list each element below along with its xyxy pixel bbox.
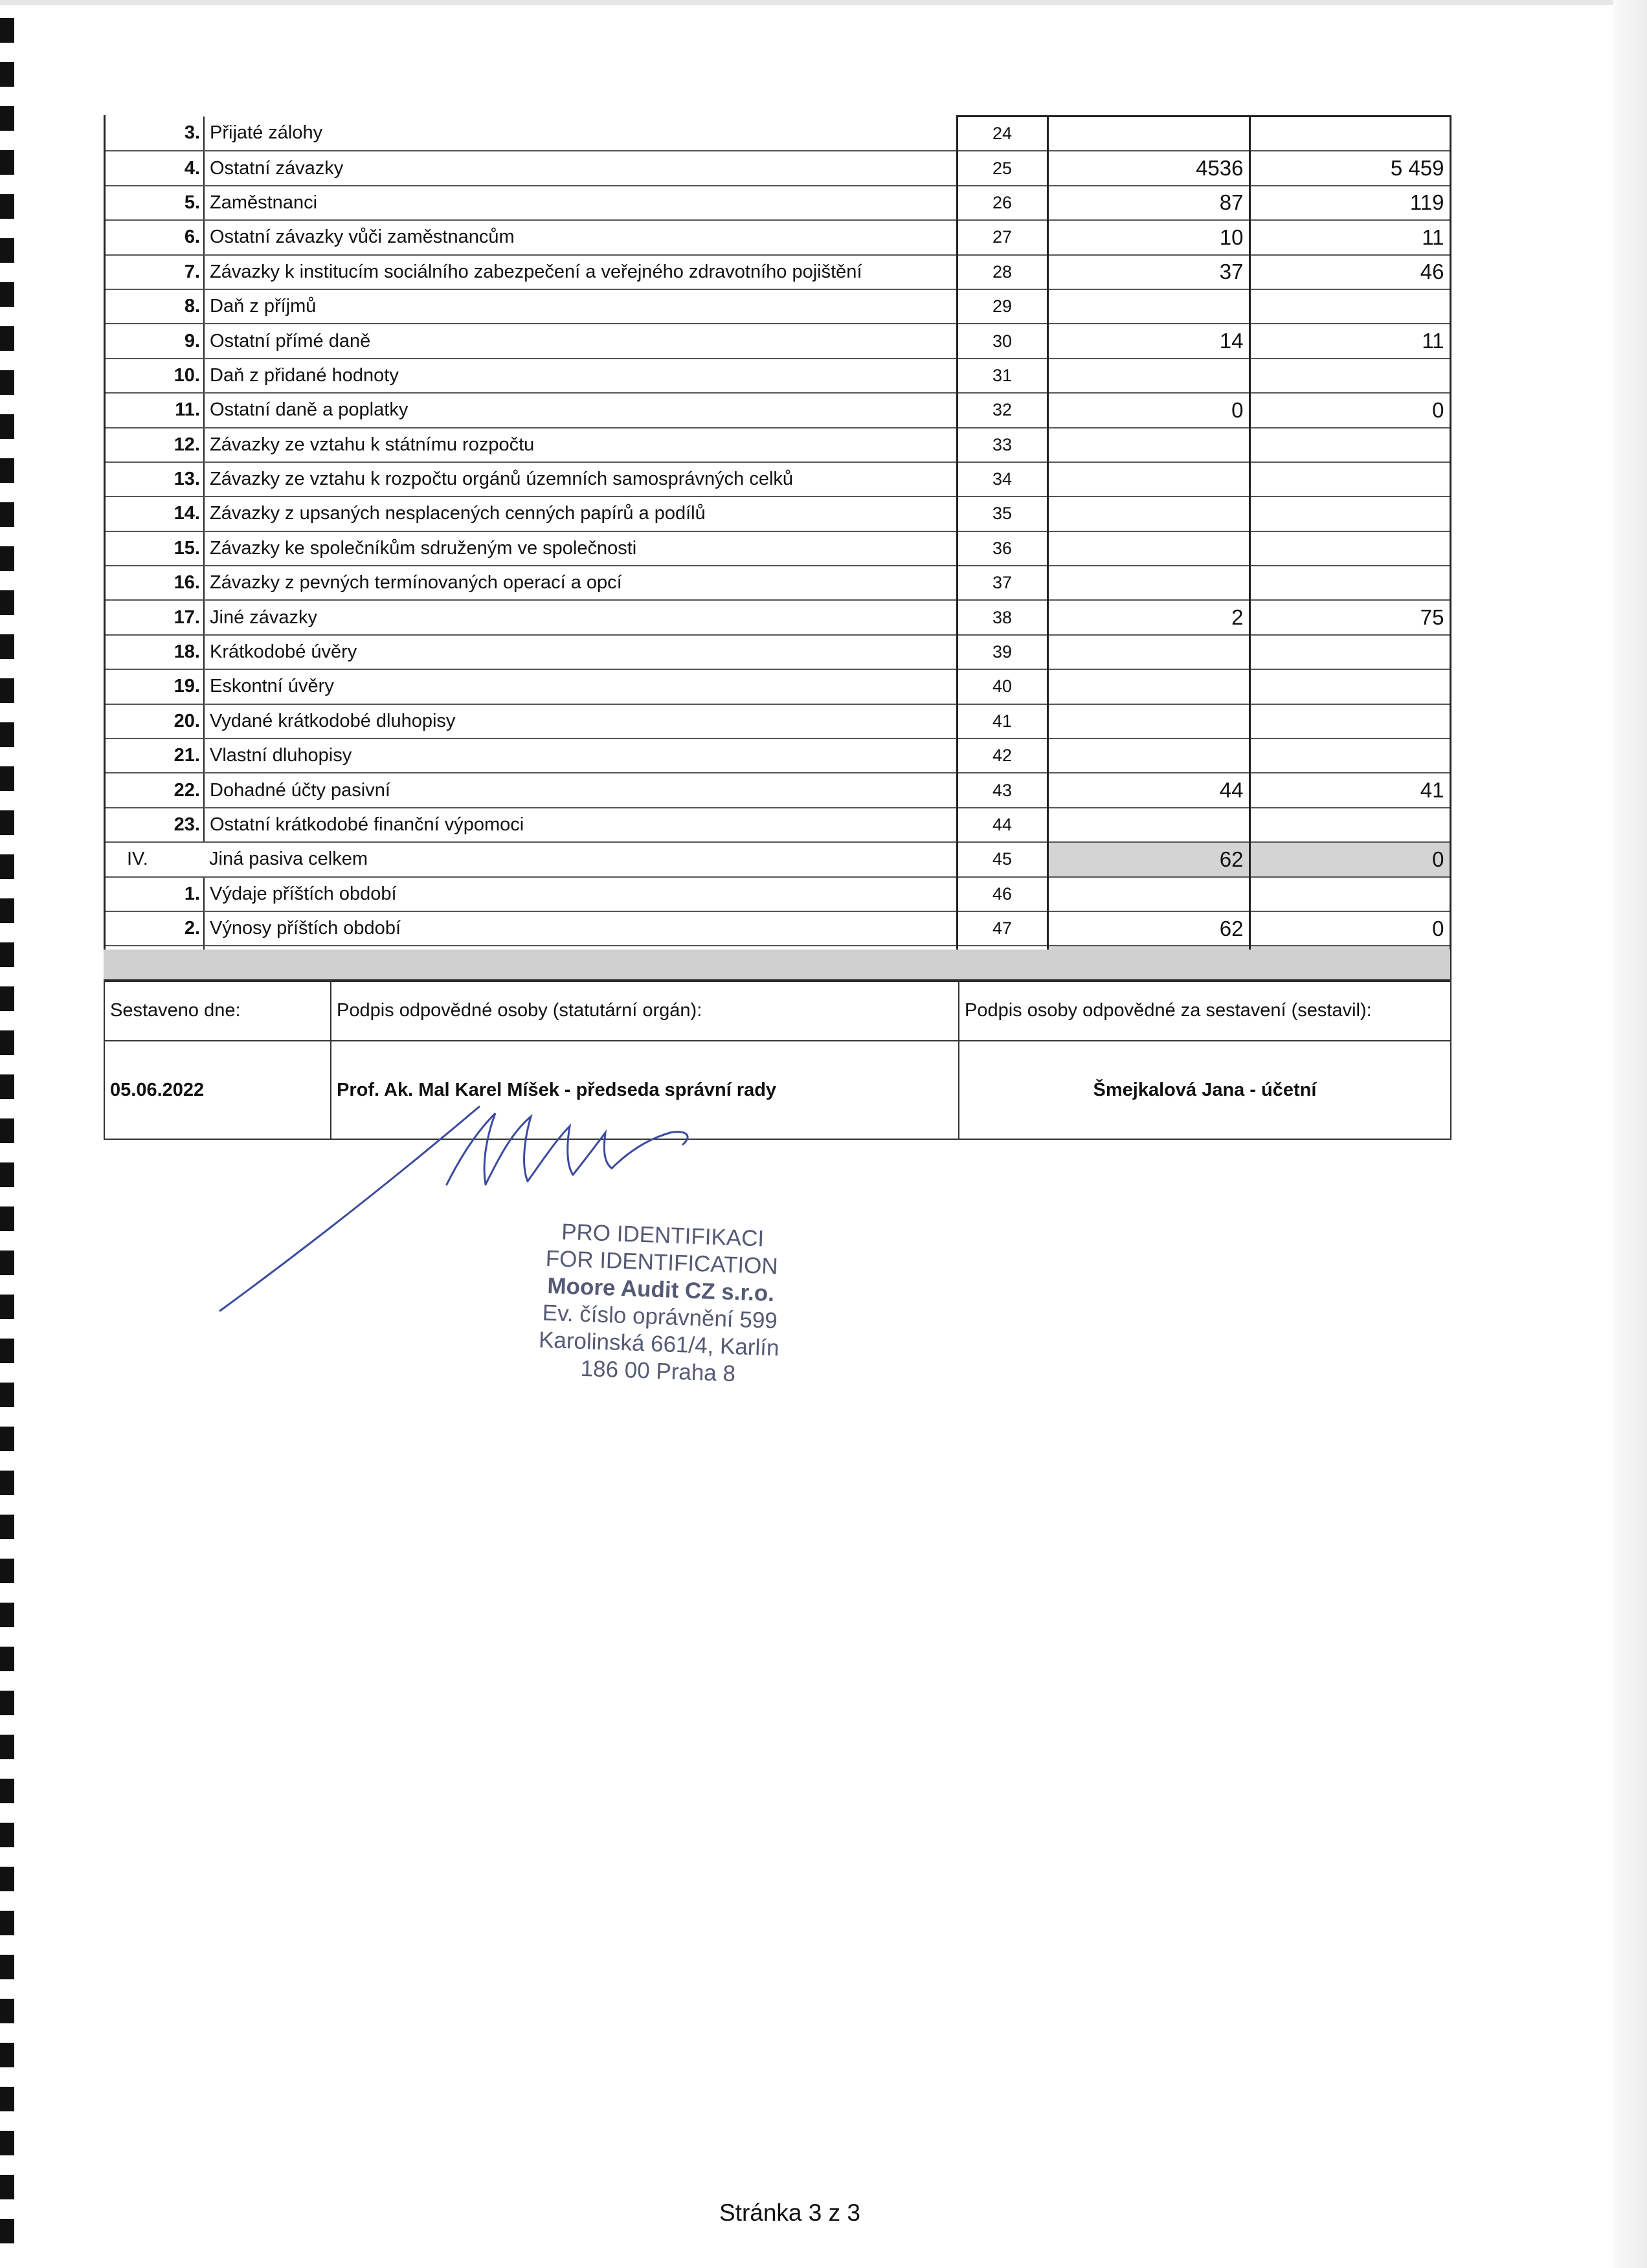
page-number: Stránka 3 z 3 — [719, 2199, 860, 2226]
row-code: 31 — [957, 359, 1048, 393]
binding-hole — [0, 62, 14, 87]
row-code: 26 — [957, 186, 1048, 220]
binding-hole — [0, 1383, 14, 1407]
row-number: 13. — [104, 462, 204, 496]
responsible-person: Prof. Ak. Mal Karel Míšek - předseda správní rady — [331, 1041, 959, 1139]
current-period-value — [1048, 428, 1249, 462]
row-label: Ostatní přímé daně — [204, 324, 957, 358]
binding-hole — [0, 2175, 14, 2199]
current-period-value: 14 — [1048, 324, 1249, 358]
table-row — [104, 808, 1450, 842]
binding-hole — [0, 1339, 14, 1363]
previous-period-value — [1249, 289, 1450, 324]
row-code: 43 — [957, 773, 1048, 807]
row-number: 10. — [104, 359, 204, 393]
row-number: 14. — [104, 496, 204, 531]
table-row — [104, 911, 1450, 946]
previous-period-value — [1249, 531, 1450, 566]
page-right-edge — [1613, 0, 1647, 2268]
previous-period-value — [1249, 496, 1450, 531]
row-code: 45 — [957, 842, 1048, 876]
binding-hole — [0, 986, 14, 1011]
row-code: 37 — [957, 566, 1048, 600]
current-period-value — [1048, 359, 1249, 393]
row-label: Dohadné účty pasivní — [204, 773, 957, 807]
previous-period-value: 0 — [1249, 393, 1450, 427]
compiler-label: Podpis osoby odpovědné za sestavení (sestavil): — [959, 980, 1451, 1041]
liabilities-body — [104, 117, 1450, 981]
current-period-value — [1048, 462, 1249, 496]
binding-holes — [0, 0, 39, 2268]
row-number: 18. — [104, 635, 204, 669]
table-row — [104, 531, 1450, 566]
row-label: Závazky z upsaných nesplacených cenných papírů a podílů — [204, 496, 957, 531]
current-period-value — [1048, 531, 1249, 566]
row-number: 23. — [104, 808, 204, 842]
previous-period-value — [1249, 462, 1450, 496]
binding-hole — [0, 1515, 14, 1539]
row-label: Daň z příjmů — [204, 289, 957, 324]
row-number: 9. — [104, 324, 204, 358]
table-row — [104, 220, 1450, 254]
previous-period-value — [1249, 704, 1450, 739]
row-label: Ostatní závazky — [204, 151, 957, 185]
row-code: 47 — [957, 911, 1048, 946]
previous-period-value — [1249, 117, 1450, 151]
table-row — [104, 842, 1450, 876]
table-bottom-strip — [104, 950, 1450, 979]
binding-hole — [0, 106, 14, 131]
row-number: 16. — [104, 566, 204, 600]
row-code: 33 — [957, 428, 1048, 462]
row-number: 2. — [104, 911, 204, 946]
current-period-value: 2 — [1048, 600, 1249, 634]
row-code: 40 — [957, 669, 1048, 704]
row-number: 6. — [104, 220, 204, 254]
current-period-value — [1048, 289, 1249, 324]
row-code: 46 — [957, 877, 1048, 911]
current-period-value — [1048, 704, 1249, 739]
previous-period-value — [1249, 359, 1450, 393]
table-row — [104, 496, 1450, 531]
table-row — [104, 428, 1450, 462]
row-label: Přijaté zálohy — [204, 117, 957, 151]
table-row — [104, 600, 1450, 634]
previous-period-value: 5 459 — [1249, 151, 1450, 185]
binding-hole — [0, 2131, 14, 2155]
table-row — [104, 255, 1450, 289]
current-period-value: 62 — [1048, 911, 1249, 946]
stamp-line: Ev. číslo oprávnění 599 — [542, 1300, 778, 1334]
previous-period-value: 11 — [1249, 324, 1450, 358]
table-row — [104, 289, 1450, 324]
stamp-line: FOR IDENTIFICATION — [545, 1245, 779, 1280]
row-label: Ostatní daně a poplatky — [204, 393, 957, 427]
previous-period-value: 75 — [1249, 600, 1450, 634]
row-code: 24 — [957, 117, 1048, 151]
row-number: 17. — [104, 600, 204, 634]
row-code: 25 — [957, 151, 1048, 185]
binding-hole — [0, 1251, 14, 1275]
row-code: 42 — [957, 739, 1048, 773]
binding-hole — [0, 2087, 14, 2111]
row-code: 30 — [957, 324, 1048, 358]
table-row — [104, 462, 1450, 496]
row-code: 38 — [957, 600, 1048, 634]
binding-hole — [0, 722, 14, 747]
row-label: Závazky ze vztahu k státnímu rozpočtu — [204, 428, 957, 462]
row-number: 7. — [104, 255, 204, 289]
binding-hole — [0, 1206, 14, 1231]
previous-period-value: 0 — [1249, 842, 1450, 876]
binding-hole — [0, 2219, 14, 2243]
table-row — [104, 566, 1450, 600]
row-number: 11. — [104, 393, 204, 427]
binding-hole — [0, 150, 14, 175]
row-label: Jiné závazky — [204, 600, 957, 634]
binding-hole — [0, 282, 14, 307]
row-code: 29 — [957, 289, 1048, 324]
stamp-company: Moore Audit CZ s.r.o. — [546, 1273, 775, 1307]
row-number: 19. — [104, 669, 204, 704]
row-code: 44 — [957, 808, 1048, 842]
binding-hole — [0, 2043, 14, 2067]
previous-period-value — [1249, 566, 1450, 600]
current-period-value — [1048, 496, 1249, 531]
table-row — [104, 669, 1450, 704]
row-number: 22. — [104, 773, 204, 807]
previous-period-value: 119 — [1249, 186, 1450, 220]
previous-period-value: 11 — [1249, 220, 1450, 254]
binding-hole — [0, 1735, 14, 1759]
binding-hole — [0, 1647, 14, 1671]
table-row — [104, 324, 1450, 358]
previous-period-value — [1249, 877, 1450, 911]
binding-hole — [0, 1295, 14, 1319]
previous-period-value — [1249, 808, 1450, 842]
audit-stamp — [502, 1217, 819, 1391]
current-period-value — [1048, 117, 1249, 151]
row-label: Závazky ze vztahu k rozpočtu orgánů územních samosprávných celků — [204, 462, 957, 496]
binding-hole — [0, 766, 14, 791]
row-label: Krátkodobé úvěry — [204, 635, 957, 669]
row-number: 5. — [104, 186, 204, 220]
binding-hole — [0, 1911, 14, 1935]
row-number: 12. — [104, 428, 204, 462]
current-period-value: 10 — [1048, 220, 1249, 254]
row-label: Závazky k institucím sociálního zabezpečení a veřejného zdravotního pojištění — [204, 255, 957, 289]
binding-hole — [0, 194, 14, 219]
row-code: 41 — [957, 704, 1048, 739]
binding-hole — [0, 678, 14, 703]
binding-hole — [0, 1471, 14, 1495]
compiled-date: 05.06.2022 — [104, 1041, 331, 1139]
row-code: 28 — [957, 255, 1048, 289]
current-period-value — [1048, 877, 1249, 911]
previous-period-value — [1249, 635, 1450, 669]
row-code: 27 — [957, 220, 1048, 254]
row-number: 20. — [104, 704, 204, 739]
binding-hole — [0, 546, 14, 571]
stamp-line: PRO IDENTIFIKACI — [561, 1219, 765, 1252]
binding-hole — [0, 1030, 14, 1055]
stamp-line: 186 00 Praha 8 — [580, 1355, 736, 1387]
row-number: 1. — [104, 877, 204, 911]
row-code: 36 — [957, 531, 1048, 566]
row-label: Eskontní úvěry — [204, 669, 957, 704]
binding-hole — [0, 502, 14, 527]
current-period-value: 0 — [1048, 393, 1249, 427]
table-row — [104, 704, 1450, 739]
binding-hole — [0, 1603, 14, 1627]
binding-hole — [0, 854, 14, 879]
binding-hole — [0, 370, 14, 395]
binding-hole — [0, 1823, 14, 1847]
binding-hole — [0, 1955, 14, 1979]
table-row — [104, 186, 1450, 220]
row-label: Vlastní dluhopisy — [204, 739, 957, 773]
row-code: 32 — [957, 393, 1048, 427]
previous-period-value: 41 — [1249, 773, 1450, 807]
table-row — [104, 117, 1450, 151]
binding-hole — [0, 590, 14, 615]
table-left-border — [104, 115, 106, 950]
table-row — [104, 635, 1450, 669]
row-label: Ostatní krátkodobé finanční výpomoci — [204, 808, 957, 842]
table-row — [104, 773, 1450, 807]
row-label: Závazky z pevných termínovaných operací a opcí — [204, 566, 957, 600]
row-code: 35 — [957, 496, 1048, 531]
row-label: Výnosy příštích období — [204, 911, 957, 946]
previous-period-value: 46 — [1249, 255, 1450, 289]
binding-hole — [0, 1867, 14, 1891]
row-label: Zaměstnanci — [204, 186, 957, 220]
row-label: Výdaje příštích období — [204, 877, 957, 911]
row-label: Jiná pasiva celkem — [204, 842, 957, 876]
binding-hole — [0, 414, 14, 439]
binding-hole — [0, 1162, 14, 1187]
row-number: 15. — [104, 531, 204, 566]
row-number: 21. — [104, 739, 204, 773]
row-code: 34 — [957, 462, 1048, 496]
binding-hole — [0, 1074, 14, 1099]
previous-period-value — [1249, 428, 1450, 462]
row-number: 3. — [104, 117, 204, 151]
binding-hole — [0, 326, 14, 351]
table-row — [104, 739, 1450, 773]
current-period-value — [1048, 566, 1249, 600]
row-code: 39 — [957, 635, 1048, 669]
row-number: 8. — [104, 289, 204, 324]
row-label: Závazky ke společníkům sdruženým ve společnosti — [204, 531, 957, 566]
current-period-value — [1048, 669, 1249, 704]
current-period-value: 62 — [1048, 842, 1249, 876]
responsible-person-label: Podpis odpovědné osoby (statutární orgán): — [331, 980, 959, 1041]
binding-hole — [0, 1691, 14, 1715]
compiler-name: Šmejkalová Jana - účetní — [959, 1041, 1451, 1139]
table-row — [104, 877, 1450, 911]
current-period-value — [1048, 635, 1249, 669]
binding-hole — [0, 1559, 14, 1583]
compiled-date-label: Sestaveno dne: — [104, 980, 331, 1041]
previous-period-value: 0 — [1249, 911, 1450, 946]
row-number: 4. — [104, 151, 204, 185]
table-row — [104, 359, 1450, 393]
current-period-value — [1048, 739, 1249, 773]
current-period-value — [1048, 808, 1249, 842]
row-label: Ostatní závazky vůči zaměstnancům — [204, 220, 957, 254]
previous-period-value — [1249, 739, 1450, 773]
current-period-value: 44 — [1048, 773, 1249, 807]
binding-hole — [0, 458, 14, 483]
binding-hole — [0, 1427, 14, 1451]
stamp-line: Karolinská 661/4, Karlín — [538, 1327, 780, 1361]
binding-hole — [0, 18, 14, 43]
liabilities-table — [104, 115, 1451, 982]
row-label: Daň z přidané hodnoty — [204, 359, 957, 393]
binding-hole — [0, 634, 14, 659]
table-row — [104, 393, 1450, 427]
binding-hole — [0, 1779, 14, 1803]
table-row — [104, 151, 1450, 185]
current-period-value: 4536 — [1048, 151, 1249, 185]
current-period-value: 87 — [1048, 186, 1249, 220]
previous-period-value — [1249, 669, 1450, 704]
binding-hole — [0, 1118, 14, 1143]
page-top-edge — [0, 0, 1647, 5]
binding-hole — [0, 810, 14, 835]
binding-hole — [0, 898, 14, 923]
binding-hole — [0, 238, 14, 263]
binding-hole — [0, 1999, 14, 2023]
current-period-value: 37 — [1048, 255, 1249, 289]
row-number: IV. — [104, 842, 204, 876]
binding-hole — [0, 942, 14, 967]
row-label: Vydané krátkodobé dluhopisy — [204, 704, 957, 739]
